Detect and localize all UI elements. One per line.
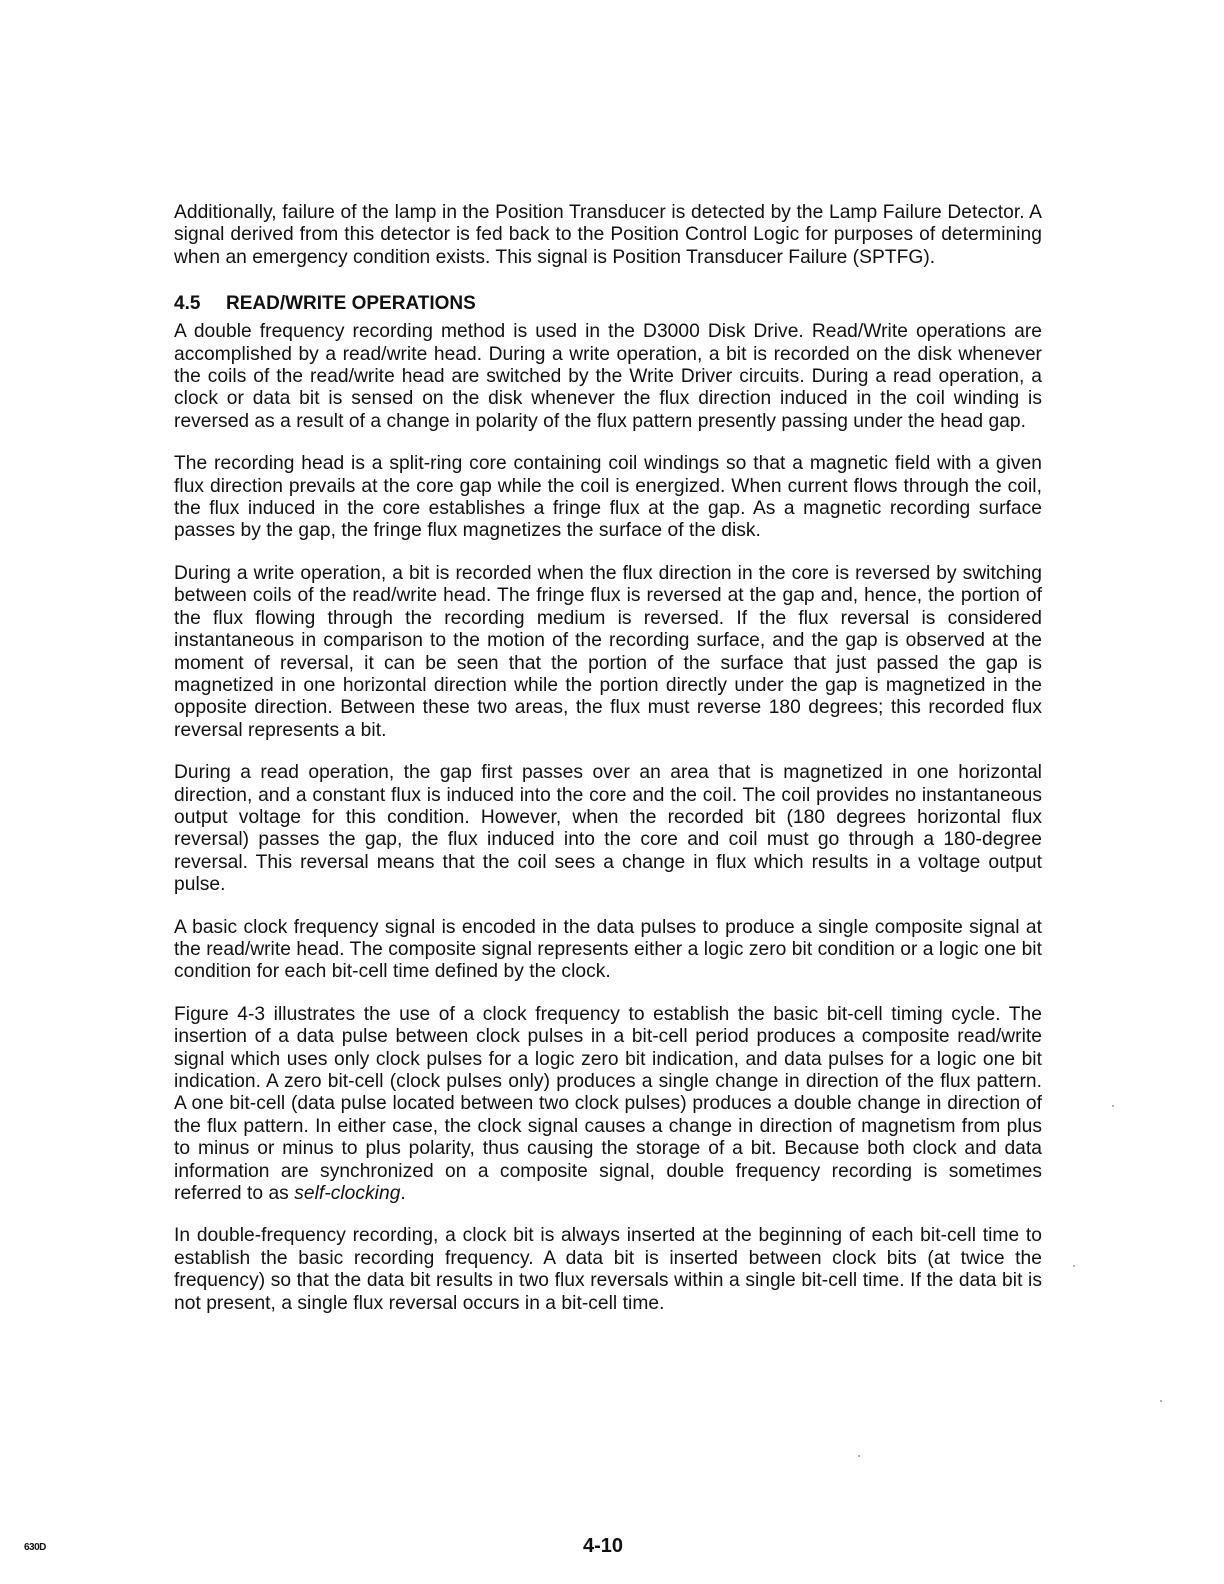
- scan-speck: [858, 1455, 860, 1457]
- paragraph-double-frequency: A double frequency recording method is used in the D3000 Disk Drive. Read/Write operations are accomplished by a read/write head. During a write operation, a bit is recorded on the disk whenever the coils of the read/write head are switched by the Write Driver circuits. During a read operation, a clock or data bit is sensed on the disk whenever the flux direction induced in the coil winding is reversed as a result of a change in polarity of the flux pattern presently passing under the head gap.: [174, 321, 1042, 432]
- figure-paragraph-text: Figure 4-3 illustrates the use of a clock frequency to establish the basic bit-cell timing cycle. The insertion of a data pulse between clock pulses in a bit-cell period produces a composite read/write signal which uses only clock pulses for a logic zero bit indication, and data pulses for a logic one bit indication. A zero bit-cell (clock pulses only) produces a single change in direction of the flux pattern. A one bit-cell (data pulse located between two clock pulses) produces a double change in direction of the flux pattern. In either case, the clock signal causes a change in direction of magnetism from plus to minus or minus to plus polarity, thus causing the storage of a bit. Because both clock and data information are synchronized on a composite signal, double frequency recording is sometimes referred to as: [174, 1003, 1042, 1205]
- scan-speck: [1073, 1265, 1075, 1267]
- self-clocking-term: self-clocking: [294, 1183, 401, 1205]
- paragraph-double-frequency-recording: In double-frequency recording, a clock bit is always inserted at the beginning of each bit-cell time to establish the basic recording frequency. A data bit is inserted between clock bits (at twice the frequency) so that the data bit results in two flux reversals within a single bit-cell time. If the data bit is not present, a single flux reversal occurs in a bit-cell time.: [174, 1225, 1042, 1314]
- paragraph-figure-4-3: [174, 1004, 1042, 1206]
- page-number: 4-10: [583, 1535, 624, 1557]
- section-number: 4.5: [174, 293, 201, 315]
- scan-speck: [1160, 1400, 1162, 1402]
- paragraph-recording-head: The recording head is a split-ring core containing coil windings so that a magnetic field with a given flux direction prevails at the core gap while the coil is energized. When current flows through the coil, the flux induced in the core establishes a fringe flux at the gap. As a magnetic recording surface passes by the gap, the fringe flux magnetizes the surface of the disk.: [174, 453, 1042, 542]
- paragraph-lamp-failure: Additionally, failure of the lamp in the Position Transducer is detected by the Lamp Failure Detector. A signal derived from this detector is fed back to the Position Control Logic for purposes of determining when an emergency condition exists. This signal is Position Transducer Failure (SPTFG).: [174, 202, 1042, 268]
- paragraph-write-operation: During a write operation, a bit is recorded when the flux direction in the core is reversed by switching between coils of the read/write head. The fringe flux is reversed at the gap and, hence, the portion of the flux flowing through the recording medium is reversed. If the flux reversal is considered instantaneous in comparison to the motion of the recording surface, and the gap is observed at the moment of reversal, it can be seen that the portion of the surface that just passed the gap is magnetized in one horizontal direction while the portion directly under the gap is magnetized in the opposite direction. Between these two areas, the flux must reverse 180 degrees; this recorded flux reversal represents a bit.: [174, 562, 1042, 741]
- document-code: 630D: [24, 1542, 46, 1553]
- paragraph-read-operation: During a read operation, the gap first passes over an area that is magnetized in one horizontal direction, and a constant flux is induced into the core and the coil. The coil provides no instantaneous output voltage for this condition. However, when the recorded bit (180 degrees horizontal flux reversal) passes the gap, the flux induced into the core and coil must go through a 180-degree reversal. This reversal means that the coil sees a change in flux which results in a voltage output pulse.: [174, 762, 1042, 896]
- section-title: READ/WRITE OPERATIONS: [226, 293, 476, 315]
- document-body: [174, 202, 1042, 1335]
- paragraph-clock-frequency: A basic clock frequency signal is encoded in the data pulses to produce a single composite signal at the read/write head. The composite signal represents either a logic zero bit condition or a logic one bit condition for each bit-cell time defined by the clock.: [174, 916, 1042, 983]
- figure-paragraph-tail: .: [400, 1183, 406, 1205]
- scan-speck: [1112, 1105, 1114, 1107]
- section-heading: [174, 293, 1042, 315]
